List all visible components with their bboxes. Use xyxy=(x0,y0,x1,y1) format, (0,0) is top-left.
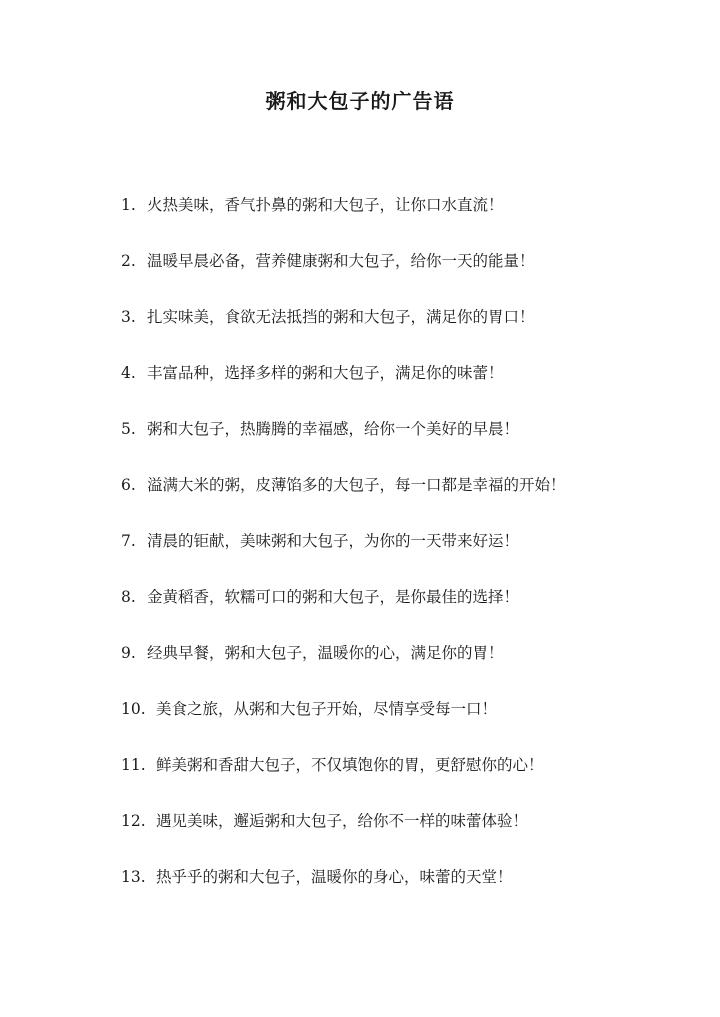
list-item-number: 7. xyxy=(121,532,136,550)
list-item-text: 溢满大米的粥，皮薄馅多的大包子，每一口都是幸福的开始！ xyxy=(147,476,566,494)
list-item-text: 扎实味美，食欲无法抵挡的粥和大包子，满足你的胃口！ xyxy=(147,308,535,326)
list-item xyxy=(121,694,701,750)
list-item-text: 清晨的钜献，美味粥和大包子，为你的一天带来好运！ xyxy=(147,532,520,550)
list-item-number: 1. xyxy=(121,196,136,214)
list-item-number: 2. xyxy=(121,252,136,270)
list-item xyxy=(121,190,701,246)
list-item-text: 鲜美粥和香甜大包子，不仅填饱你的胃，更舒慰你的心！ xyxy=(156,756,544,774)
list-item xyxy=(121,806,701,862)
list-item-number: 11. xyxy=(121,756,146,774)
list-item-number: 13. xyxy=(121,868,146,886)
list-item xyxy=(121,358,701,414)
list-item-text: 美食之旅，从粥和大包子开始，尽情享受每一口！ xyxy=(156,700,498,718)
list-item xyxy=(121,862,701,918)
list-item-number: 12. xyxy=(121,812,146,830)
list-item-text: 温暖早晨必备，营养健康粥和大包子，给你一天的能量！ xyxy=(147,252,535,270)
list-item xyxy=(121,526,701,582)
list-item xyxy=(121,638,701,694)
list-item xyxy=(121,414,701,470)
list-item xyxy=(121,582,701,638)
list-item-number: 4. xyxy=(121,364,136,382)
list-item xyxy=(121,302,701,358)
list-item-number: 6. xyxy=(121,476,136,494)
list-item-text: 金黄稻香，软糯可口的粥和大包子，是你最佳的选择！ xyxy=(147,588,520,606)
list-item-text: 热乎乎的粥和大包子，温暖你的身心，味蕾的天堂！ xyxy=(156,868,513,886)
list-item-number: 5. xyxy=(121,420,136,438)
list-item-number: 8. xyxy=(121,588,136,606)
list-item-number: 3. xyxy=(121,308,136,326)
list-item-text: 遇见美味，邂逅粥和大包子，给你不一样的味蕾体验！ xyxy=(156,812,529,830)
list-item-number: 9. xyxy=(121,644,136,662)
list-item xyxy=(121,470,701,526)
list-item xyxy=(121,750,701,806)
slogan-list xyxy=(121,190,701,918)
list-item-text: 丰富品种，选择多样的粥和大包子，满足你的味蕾！ xyxy=(147,364,504,382)
page-title: 粥和大包子的广告语 xyxy=(265,89,455,113)
list-item-number: 10. xyxy=(121,700,146,718)
list-item-text: 粥和大包子，热腾腾的幸福感，给你一个美好的早晨！ xyxy=(147,420,520,438)
list-item-text: 火热美味，香气扑鼻的粥和大包子，让你口水直流！ xyxy=(147,196,504,214)
list-item-text: 经典早餐，粥和大包子，温暖你的心，满足你的胃！ xyxy=(147,644,504,662)
list-item xyxy=(121,246,701,302)
